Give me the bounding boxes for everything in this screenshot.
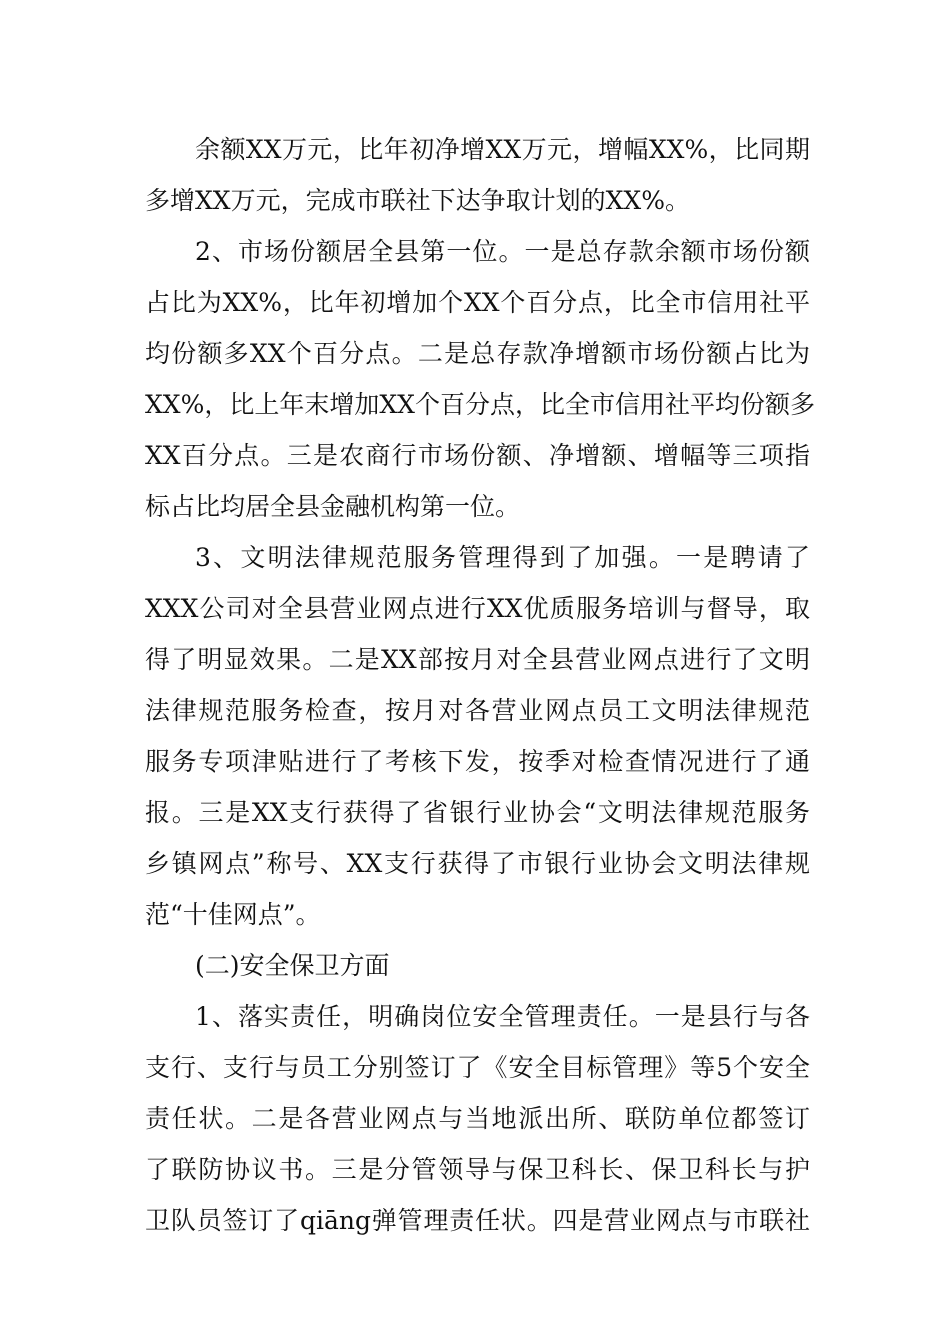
paragraph-line-4: 占比为XX%，比年初增加个XX个百分点，比全市信用社平 — [145, 288, 810, 317]
paragraph-line-21: 卫队员签订了qiāng弹管理责任状。四是营业网点与市联社 — [145, 1206, 810, 1235]
paragraph-line-18: 支行、支行与员工分别签订了《安全目标管理》等5个安全 — [145, 1053, 810, 1082]
section-heading: (二)安全保卫方面 — [195, 951, 390, 980]
paragraph-line-10: XXX公司对全县营业网点进行XX优质服务培训与督导，取 — [145, 594, 810, 623]
paragraph-line-9: 3、文明法律规范服务管理得到了加强。一是聘请了 — [195, 543, 810, 572]
paragraph-line-8: 标占比均居全县金融机构第一位。 — [145, 492, 521, 521]
paragraph-line-11: 得了明显效果。二是XX部按月对全县营业网点进行了文明 — [145, 645, 810, 674]
paragraph-line-12: 法律规范服务检查，按月对各营业网点员工文明法律规范 — [145, 696, 810, 725]
paragraph-line-2: 多增XX万元，完成市联社下达争取计划的XX%。 — [145, 186, 690, 215]
paragraph-line-20: 了联防协议书。三是分管领导与保卫科长、保卫科长与护 — [145, 1155, 810, 1184]
paragraph-line-7: XX百分点。三是农商行市场份额、净增额、增幅等三项指 — [145, 441, 810, 470]
paragraph-line-5: 均份额多XX个百分点。二是总存款净增额市场份额占比为 — [145, 339, 810, 368]
paragraph-line-15: 乡镇网点”称号、XX支行获得了市银行业协会文明法律规 — [145, 849, 810, 878]
paragraph-line-6: XX%，比上年末增加XX个百分点，比全市信用社平均份额多 — [145, 390, 815, 419]
paragraph-line-3: 2、市场份额居全县第一位。一是总存款余额市场份额 — [195, 237, 810, 266]
paragraph-line-19: 责任状。二是各营业网点与当地派出所、联防单位都签订 — [145, 1104, 810, 1133]
paragraph-line-1: 余额XX万元，比年初净增XX万元，增幅XX%，比同期 — [195, 135, 810, 164]
paragraph-line-16: 范“十佳网点”。 — [145, 900, 321, 929]
paragraph-line-13: 服务专项津贴进行了考核下发，按季对检查情况进行了通 — [145, 747, 810, 776]
paragraph-line-14: 报。三是XX支行获得了省银行业协会“文明法律规范服务 — [145, 798, 810, 827]
paragraph-line-17: 1、落实责任，明确岗位安全管理责任。一是县行与各 — [195, 1002, 810, 1031]
